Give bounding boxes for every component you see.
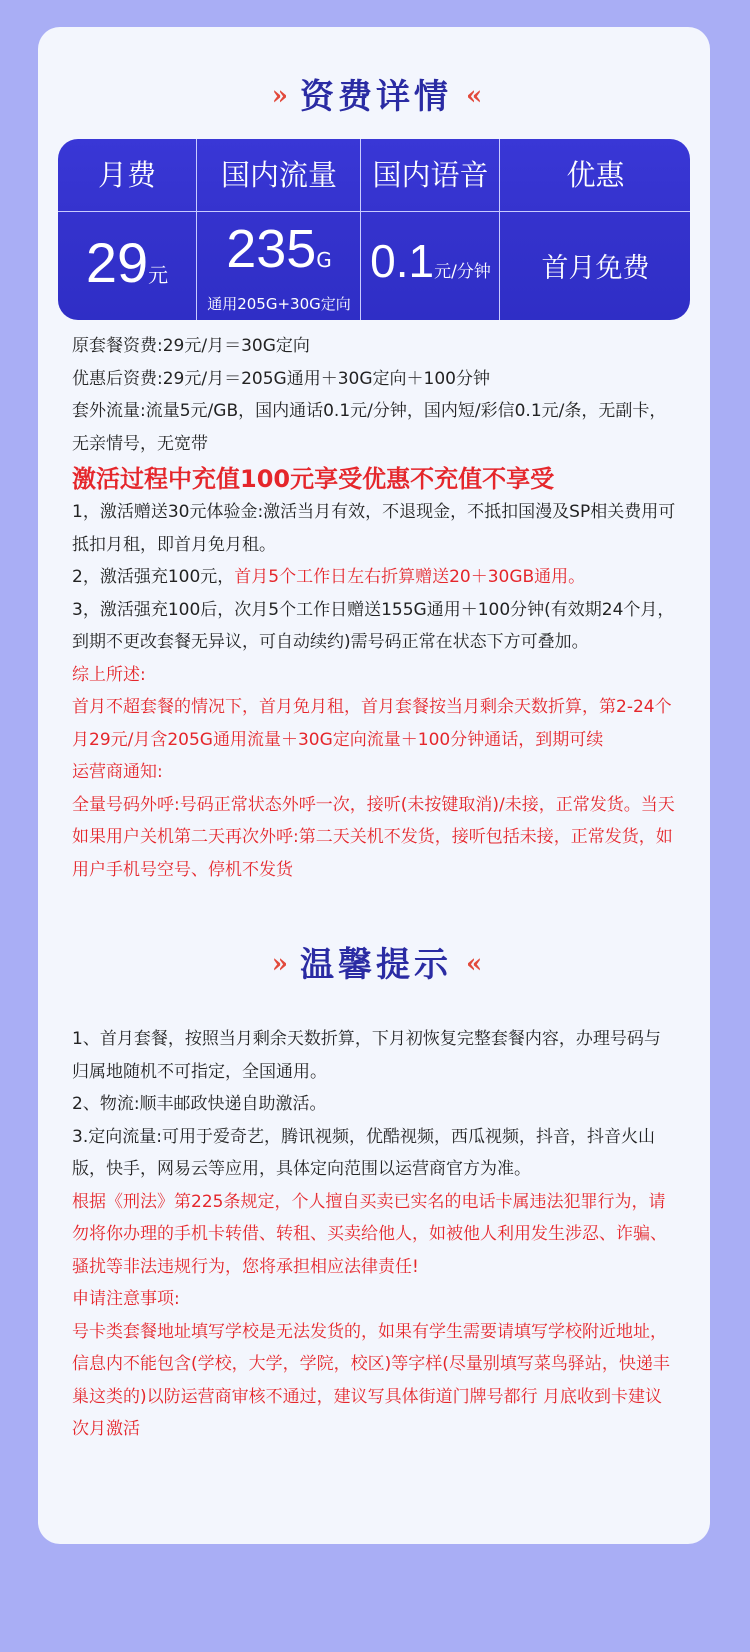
data-column — [196, 139, 361, 320]
data-header: 国内流量 — [220, 158, 337, 192]
discount-column — [499, 139, 690, 320]
discount-header: 优惠 — [566, 158, 625, 192]
rule-2-highlight: 首月5个工作日左右折算赠送20＋30GB通用。 — [234, 567, 586, 587]
recharge-notice: 激活过程中充值100元享受优惠不充值不享受 — [72, 465, 555, 493]
data-amount: 235 — [226, 219, 317, 279]
rule-2-prefix: 2，激活强充100元， — [72, 567, 235, 587]
price-table — [58, 139, 690, 320]
rule-3: 3，激活强充100后，次月5个工作日赠送155G通用＋100分钟(有效期24个月，到期不更改套餐无异议，可自动续约)需号码正常在状态下方可叠加。 — [72, 599, 675, 652]
summary-text: 首月不超套餐的情况下，首月免月租，首月套餐按当月剩余天数折算，第2-24个月29元/月含205G通用流量＋30G定向流量＋100分钟通话，到期可续 — [72, 697, 672, 750]
tip-item: 3.定向流量:可用于爱奇艺，腾讯视频，优酷视频，西瓜视频，抖音，抖音火山版，快手，网易云等应用，具体定向范围以运营商官方为准。 — [72, 1126, 655, 1179]
monthly-fee-amount: 29 — [85, 231, 149, 294]
tariff-title-text: 资费详情 — [300, 77, 452, 117]
rule-1: 1，激活赠送30元体验金:激活当月有效，不退现金，不抵扣国漫及SP相关费用可抵扣月租，即首月免月租。 — [72, 502, 676, 555]
chevron-right-icon: » — [271, 81, 282, 111]
detail-line: 优惠后资费:29元/月＝205G通用＋30G定向＋100分钟 — [72, 368, 490, 389]
chevron-left-icon: « — [466, 81, 477, 111]
notice-text: 全量号码外呼:号码正常状态外呼一次，接听(未按键取消)/未接，正常发货。当天如果用户关机第二天再次外呼:第二天关机不发货，接听包括未接，正常发货，如用户手机号空号、停机不发货 — [72, 794, 675, 880]
monthly-fee-unit: 元 — [148, 263, 169, 287]
tips-title-text: 温馨提示 — [300, 945, 452, 985]
tariff-title — [38, 69, 710, 118]
notice-label: 运营商通知: — [72, 762, 163, 782]
data-value — [197, 212, 361, 320]
voice-column — [360, 139, 500, 320]
voice-header: 国内语音 — [372, 158, 489, 192]
rule-2 — [72, 561, 677, 594]
summary-label: 综上所述: — [72, 664, 146, 685]
detail-line: 套外流量:流量5元/GB，国内通话0.1元/分钟，国内短/彩信0.1元/条，无副卡，无亲情号，无宽带 — [72, 401, 667, 454]
monthly-fee-column — [58, 139, 196, 320]
apply-label: 申请注意事项: — [72, 1289, 180, 1309]
tips-title — [38, 937, 710, 986]
chevron-left-icon: « — [466, 949, 477, 979]
data-note: 通用205G+30G定向 — [207, 295, 351, 313]
tips-section — [72, 1023, 677, 1446]
details-section — [72, 330, 677, 886]
chevron-right-icon: » — [271, 949, 282, 979]
monthly-fee-header: 月费 — [97, 158, 156, 192]
voice-value — [361, 212, 500, 320]
detail-line: 原套餐资费:29元/月＝30G定向 — [72, 336, 310, 356]
monthly-fee-value — [58, 212, 196, 320]
discount-text: 首月免费 — [541, 253, 650, 284]
law-notice: 根据《刑法》第225条规定，个人擅自买卖已实名的电话卡属违法犯罪行为，请勿将你办理的手机卡转借、转租、买卖给他人，如被他人利用发生涉忍、诈骗、骚扰等非法违规行为，您将承担相应法律责任! — [72, 1191, 667, 1277]
data-unit: G — [316, 248, 332, 272]
tip-item: 1、首月套餐，按照当月剩余天数折算，下月初恢复完整套餐内容，办理号码与归属地随机不可指定，全国通用。 — [72, 1029, 661, 1082]
tariff-card — [38, 27, 710, 1544]
discount-value — [500, 212, 690, 320]
voice-unit: 元/分钟 — [434, 262, 491, 282]
apply-text: 号卡类套餐地址填写学校是无法发货的，如果有学生需要请填写学校附近地址，信息内不能包含(学校，大学，学院，校区)等字样(尽量别填写菜鸟驿站，快递丰巢这类的)以防运营商审核不通过，建议写具体街道门牌号都行 月底收到卡建议次月激活 — [72, 1321, 670, 1439]
voice-amount: 0.1 — [370, 235, 435, 287]
tip-item: 2、物流:顺丰邮政快递自助激活。 — [72, 1094, 327, 1114]
